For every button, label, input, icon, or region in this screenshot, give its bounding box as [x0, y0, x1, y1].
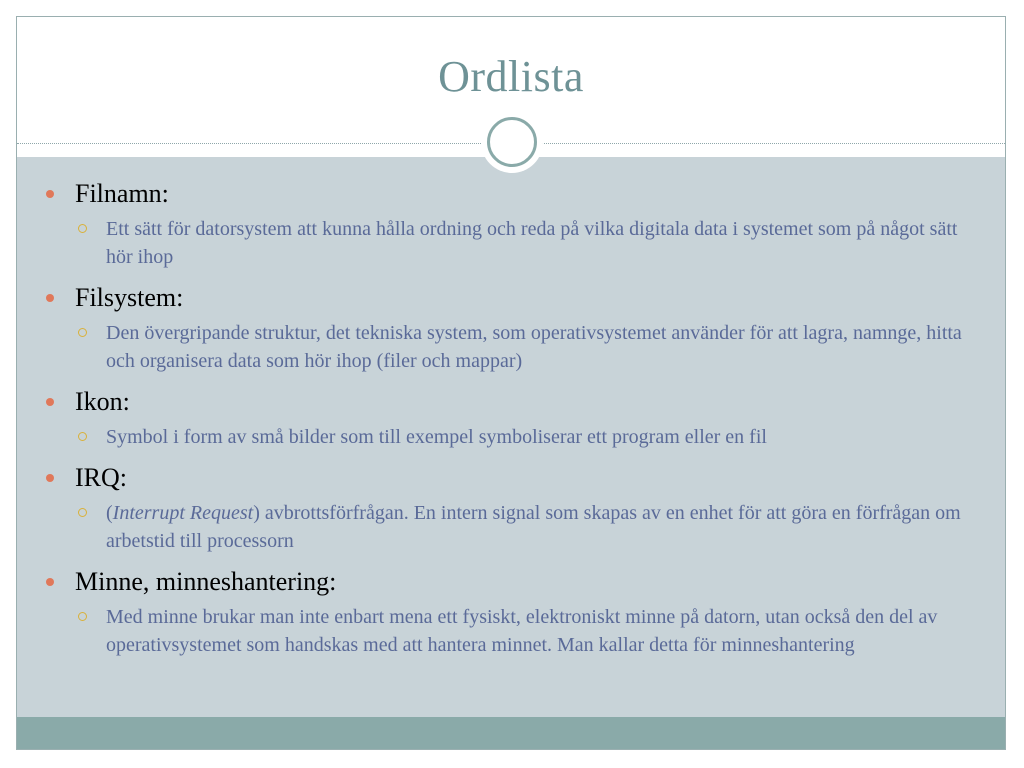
definition-irq	[17, 499, 1005, 555]
definition-open-paren: (	[106, 502, 113, 524]
term-label: Ikon:	[75, 387, 130, 416]
slide-title: Ordlista	[438, 52, 584, 101]
list-item	[17, 281, 1005, 375]
list-item	[17, 385, 1005, 451]
circle-ring-icon	[487, 117, 537, 167]
bullet-ring-icon	[78, 612, 87, 621]
definition-text: ) avbrottsförfrågan. En intern signal som skapas av en enhet för att göra en förfrågan om arbetstid till processorn	[106, 502, 961, 552]
term-label: IRQ:	[75, 463, 127, 492]
definition-text: Ett sätt för datorsystem att kunna hålla ordning och reda på vilka digitala data i systemet som på något sätt hör ihop	[106, 218, 958, 268]
bullet-dot-icon	[46, 294, 54, 302]
definition-ikon	[17, 423, 1005, 451]
definition-text: Med minne brukar man inte enbart mena ett fysiskt, elektroniskt minne på datorn, utan också den del av operativsystemet som handskas med att hantera minnet. Man kallar detta för minneshantering	[106, 606, 938, 656]
list-item	[17, 565, 1005, 659]
term-label: Filsystem:	[75, 283, 184, 312]
term-label: Filnamn:	[75, 179, 169, 208]
bullet-ring-icon	[78, 224, 87, 233]
definition-minne	[17, 603, 1005, 659]
bullet-ring-icon	[78, 328, 87, 337]
definition-italic: Interrupt Request	[112, 502, 254, 524]
footer-band	[17, 717, 1005, 750]
bullet-list	[17, 177, 1005, 669]
bullet-dot-icon	[46, 398, 54, 406]
definition-filsystem	[17, 319, 1005, 375]
term-label: Minne, minneshantering:	[75, 567, 337, 596]
bullet-ring-icon	[78, 508, 87, 517]
definition-filnamn	[17, 215, 1005, 271]
list-item	[17, 461, 1005, 555]
title-circle-ornament	[481, 111, 543, 173]
list-item	[17, 177, 1005, 271]
term-filsystem	[17, 281, 1005, 315]
slide	[16, 16, 1006, 750]
term-filnamn	[17, 177, 1005, 211]
definition-text: Den övergripande struktur, det tekniska system, som operativsystemet använder för att lagra, namnge, hitta och organisera data som hör ihop (filer och mappar)	[106, 322, 962, 372]
term-irq	[17, 461, 1005, 495]
bullet-dot-icon	[46, 474, 54, 482]
term-minne	[17, 565, 1005, 599]
bullet-dot-icon	[46, 190, 54, 198]
bullet-dot-icon	[46, 578, 54, 586]
term-ikon	[17, 385, 1005, 419]
definition-text: Symbol i form av små bilder som till exempel symboliserar ett program eller en fil	[106, 426, 767, 448]
bullet-ring-icon	[78, 432, 87, 441]
